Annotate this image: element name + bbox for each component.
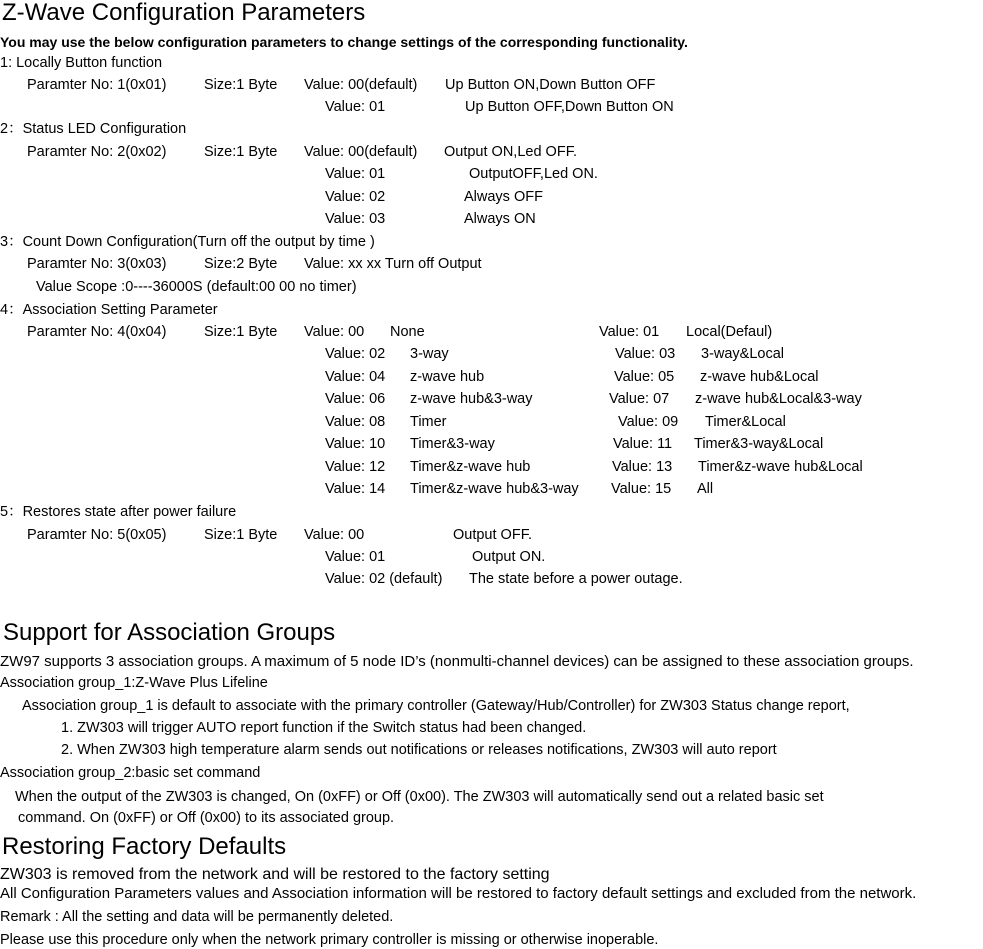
param2-value-desc: Output ON,Led OFF. xyxy=(444,144,577,160)
assoc-group2-desc: command. On (0xFF) or Off (0x00) to its associated group. xyxy=(18,810,395,826)
param5-value-label: Value: 00 xyxy=(304,527,365,543)
param4-value-label: Value: 06 xyxy=(325,391,386,407)
param4-value-desc: 3-way xyxy=(410,346,449,362)
param1-size: Size:1 Byte xyxy=(204,77,278,93)
assoc-group2-desc: When the output of the ZW303 is changed, On (0xFF) or Off (0x00). The ZW303 will automatically send out a related basic set xyxy=(15,789,824,805)
param4-value-label: Value: 08 xyxy=(325,414,386,430)
param4-value-label: Value: 12 xyxy=(325,459,386,475)
config-title: Z-Wave Configuration Parameters xyxy=(2,0,366,26)
param4-value-label: Value: 03 xyxy=(615,346,676,362)
reset-line-4: Please use this procedure only when the network primary controller is missing or otherwise inoperable. xyxy=(0,932,659,948)
param4-value-desc: z-wave hub&3-way xyxy=(410,391,533,407)
param4-value-desc: z-wave hub xyxy=(410,369,485,385)
param1-heading: 1: Locally Button function xyxy=(0,55,163,71)
reset-remark: Remark : All the setting and data will be permanently deleted. xyxy=(0,909,394,925)
param4-value-desc: Timer&Local xyxy=(705,414,786,430)
assoc-group2-heading: Association group_2:basic set command xyxy=(0,765,261,781)
param4-value-label: Value: 05 xyxy=(614,369,675,385)
param4-value-desc: Timer&z-wave hub&Local xyxy=(698,459,863,475)
param4-value-desc: Timer&3-way xyxy=(410,436,495,452)
param4-value-label: Value: 09 xyxy=(618,414,679,430)
param3-number: Paramter No: 3(0x03) xyxy=(27,256,167,272)
param2-value-label: Value: 03 xyxy=(325,211,386,227)
param4-value-desc: None xyxy=(390,324,425,340)
param5-value-desc: Output ON. xyxy=(472,549,546,565)
param2-value-label: Value: 02 xyxy=(325,189,386,205)
assoc-group1-item: 1. ZW303 will trigger AUTO report function if the Switch status had been changed. xyxy=(61,720,587,736)
param4-value-desc: Timer&3-way&Local xyxy=(694,436,824,452)
config-intro: You may use the below configuration parameters to change settings of the corresponding functionality. xyxy=(0,34,688,50)
param2-value-label: Value: 00(default) xyxy=(304,144,418,160)
assoc-group1-item: 2. When ZW303 high temperature alarm sends out notifications or releases notifications, ZW303 will auto report xyxy=(61,742,777,758)
param5-value-label: Value: 01 xyxy=(325,549,386,565)
assoc-group1-heading: Association group_1:Z-Wave Plus Lifeline xyxy=(0,675,268,691)
param3-value: Value: xx xx Turn off Output xyxy=(304,256,482,272)
param3-heading: 3：Count Down Configuration(Turn off the output by time ) xyxy=(0,234,375,250)
param2-size: Size:1 Byte xyxy=(204,144,278,160)
param5-value-label: Value: 02 (default) xyxy=(325,571,443,587)
reset-line-2: All Configuration Parameters values and Association information will be restored to factory default settings and excluded from the network. xyxy=(0,885,917,902)
reset-line-1: ZW303 is removed from the network and will be restored to the factory setting xyxy=(0,866,550,883)
param4-value-label: Value: 01 xyxy=(599,324,660,340)
param4-value-desc: All xyxy=(697,481,714,497)
param5-number: Paramter No: 5(0x05) xyxy=(27,527,167,543)
param4-value-desc: Timer&z-wave hub xyxy=(410,459,531,475)
param4-value-desc: z-wave hub&Local&3-way xyxy=(695,391,862,407)
param4-value-label: Value: 00 xyxy=(304,324,365,340)
param4-value-desc: 3-way&Local xyxy=(701,346,785,362)
param5-heading: 5：Restores state after power failure xyxy=(0,504,237,520)
param1-value-label: Value: 01 xyxy=(325,99,386,115)
assoc-group1-desc: Association group_1 is default to associate with the primary controller (Gateway/Hub/Controller) for ZW303 Status change report, xyxy=(22,698,850,714)
assoc-intro: ZW97 supports 3 association groups. A maximum of 5 node ID’s (nonmulti-channel devices) can be assigned to these association groups. xyxy=(0,653,914,670)
param3-scope: Value Scope :0----36000S (default:00 00 no timer) xyxy=(36,279,357,295)
assoc-title: Support for Association Groups xyxy=(3,619,336,646)
param1-number: Paramter No: 1(0x01) xyxy=(27,77,167,93)
param1-value-desc: Up Button ON,Down Button OFF xyxy=(445,77,656,93)
param4-value-label: Value: 15 xyxy=(611,481,672,497)
param4-value-label: Value: 07 xyxy=(609,391,670,407)
param4-value-desc: z-wave hub&Local xyxy=(700,369,819,385)
param2-heading: 2：Status LED Configuration xyxy=(0,121,187,137)
param1-value-label: Value: 00(default) xyxy=(304,77,418,93)
param5-value-desc: Output OFF. xyxy=(453,527,532,543)
param4-value-desc: Timer&z-wave hub&3-way xyxy=(410,481,579,497)
reset-title: Restoring Factory Defaults xyxy=(2,833,287,860)
param4-value-label: Value: 13 xyxy=(612,459,673,475)
param4-value-label: Value: 11 xyxy=(613,436,673,452)
param5-value-desc: The state before a power outage. xyxy=(469,571,683,587)
param4-value-label: Value: 04 xyxy=(325,369,386,385)
param4-number: Paramter No: 4(0x04) xyxy=(27,324,167,340)
param2-value-desc: OutputOFF,Led ON. xyxy=(469,166,598,182)
param4-value-label: Value: 10 xyxy=(325,436,386,452)
param3-size: Size:2 Byte xyxy=(204,256,278,272)
param4-value-label: Value: 02 xyxy=(325,346,386,362)
param2-value-desc: Always OFF xyxy=(464,189,543,205)
param2-value-label: Value: 01 xyxy=(325,166,386,182)
param5-size: Size:1 Byte xyxy=(204,527,278,543)
param4-value-desc: Local(Defaul) xyxy=(686,324,773,340)
param2-value-desc: Always ON xyxy=(464,211,536,227)
param4-size: Size:1 Byte xyxy=(204,324,278,340)
param2-number: Paramter No: 2(0x02) xyxy=(27,144,167,160)
param4-value-label: Value: 14 xyxy=(325,481,386,497)
param4-heading: 4：Association Setting Parameter xyxy=(0,302,218,318)
param1-value-desc: Up Button OFF,Down Button ON xyxy=(465,99,674,115)
param4-value-desc: Timer xyxy=(410,414,447,430)
